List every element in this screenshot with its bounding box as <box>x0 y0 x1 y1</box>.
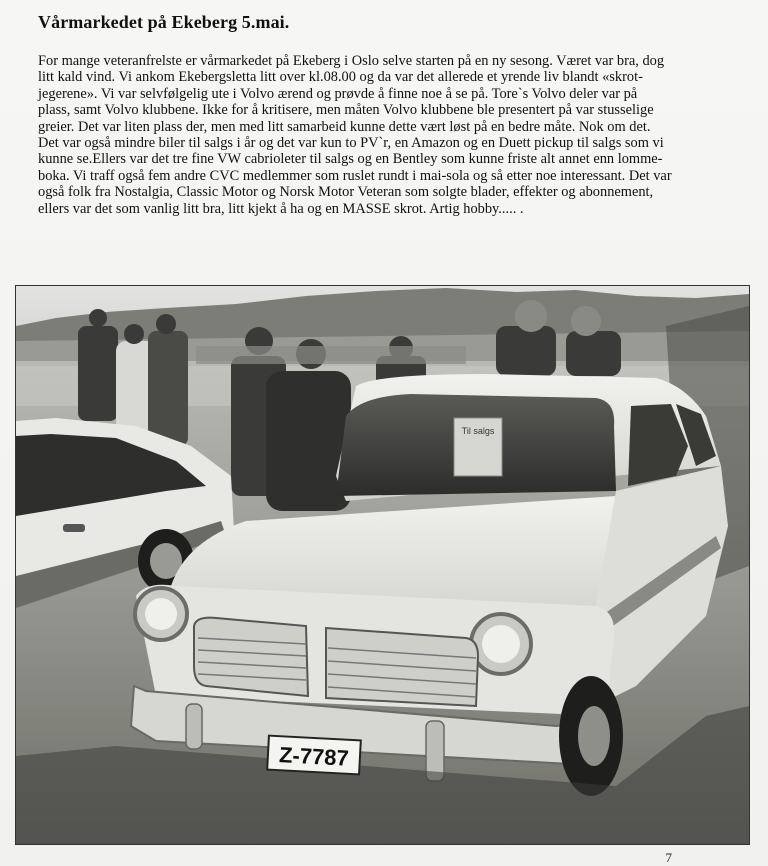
license-plate-text: Z-7787 <box>278 742 350 771</box>
body-line: boka. Vi traff også fem andre CVC medlemmer som ruslet rundt i mai-sola og så etter noe interessant. Det var <box>38 167 672 184</box>
license-plate <box>267 736 361 775</box>
article-body <box>38 53 698 217</box>
body-line: litt kald vind. Vi ankom Ekebergsletta litt over kl.08.00 og da var det allerede et yrende liv blandt «skrot- <box>38 69 643 86</box>
body-line: også folk fra Nostalgia, Classic Motor og Norsk Motor Veteran som solgte blader, effekter og abonnement, <box>38 184 654 201</box>
body-line: For mange veteranfrelste er vårmarkedet på Ekeberg i Oslo selve starten på en ny sesong. Været var bra, dog <box>38 53 665 69</box>
body-line: jegerene». Vi var selvfølgelig ute i Volvo ærend og prøvde å finne noe å se på. Tore`s Volvo deler var på <box>38 85 638 102</box>
body-line: kunne se.Ellers var det tre fine VW cabrioleter til salgs og en Bentley som kunne friste alt annet enn lomme- <box>38 151 663 168</box>
sign-text: Til salgs <box>461 426 495 436</box>
body-line: ellers var det som vanlig litt bra, litt kjekt å ha og en MASSE skrot. Artig hobby..... . <box>38 200 524 217</box>
body-line: plass, samt Volvo klubbene. Ikke for å kritisere, men måten Volvo klubbene ble presentert på var stusselige <box>38 102 654 119</box>
volvo-amazon-photo <box>16 286 749 844</box>
page-number: 7 <box>665 850 672 865</box>
article-title: Vårmarkedet på Ekeberg 5.mai. <box>38 12 290 32</box>
body-line: Det var også mindre biler til salgs i år og det var kun to PV`r, en Amazon og en Duett pickup til salgs som vi <box>38 135 664 152</box>
for-sale-sign <box>454 418 502 476</box>
body-line: greier. Det var liten plass der, men med litt samarbeid kunne dette vært løst på en bedre måte. Nok om det. <box>38 118 651 135</box>
article-photo <box>15 285 750 845</box>
